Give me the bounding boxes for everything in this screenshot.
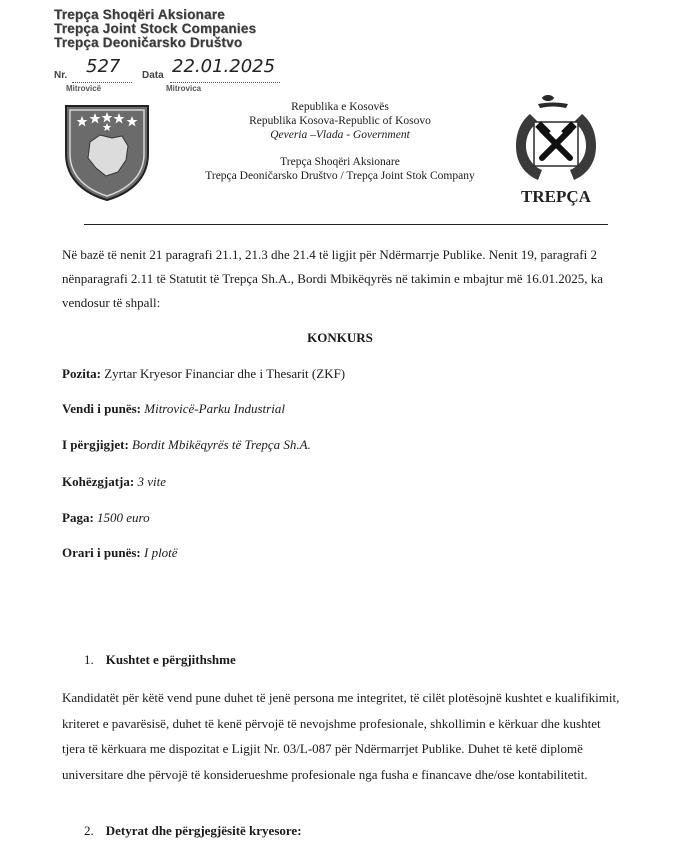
header-line-government: Qeveria –Vlada - Government [270,129,410,142]
field-reports-to [62,437,311,453]
stamp-nr-value: 527 [86,56,121,77]
field-workplace-label: Vendi i punës: [62,401,141,416]
section-2-title: Detyrat dhe përgjegjësitë kryesore: [105,823,302,838]
stamp-sub-left: Mitrovicë [66,84,102,93]
field-duration-label: Kohëzgjatja: [62,474,135,489]
field-salary [62,510,150,526]
stamp-nr-rule [72,82,132,83]
section-1-title: Kushtet e përgjithshme [105,652,236,667]
stamp-line-2: Trepça Joint Stock Companies [54,21,257,36]
document-header [150,100,530,183]
logo-wordmark: TREPÇA [521,187,591,206]
field-duration-value: 3 vite [134,474,166,489]
field-reports-to-label: I përgjigjet: [62,437,129,452]
company-stamp [54,8,256,50]
stamp-line-1: Trepça Shoqëri Aksionare [54,7,225,22]
stamp-date-rule [170,82,280,83]
header-line-republika: Republika e Kosovës [291,101,389,113]
stamp-number-date-row [50,56,350,94]
header-divider [84,224,608,225]
field-schedule [62,545,178,561]
stamp-line-3: Trepça Deoničarsko Društvo [54,35,243,50]
stamp-sub-right: Mitrovica [166,84,202,93]
field-schedule-value: I plotë [140,545,178,560]
stamp-nr-label: Nr. [54,70,68,81]
stamp-date-label: Data [142,70,164,81]
section-1-number: 1. [84,652,94,667]
header-line-company-sq: Trepça Shoqëri Aksionare [280,155,400,168]
intro-paragraph: Në bazë të nenit 21 paragrafi 21.1, 21.3 dhe 21.4 të ligjit për Ndërmarrje Publike. Nenit 19, paragrafi 2 nënparagrafi 2.11 të Statutit të Trepça Sh.A., Bordi Mbikëqyrës në takimin e mbajtur më 16.01.2025, ka vendosur të shpall: [62,247,604,310]
field-schedule-label: Orari i punës: [62,545,141,560]
field-position-value: Zyrtar Kryesor Financiar dhe i Thesarit (ZKF) [100,366,346,381]
document-title: KONKURS [307,330,373,345]
field-workplace [62,401,285,417]
field-duration [62,474,166,490]
trepca-logo-icon [508,92,604,212]
section-1-heading [84,652,236,668]
section-2-heading [84,823,302,839]
field-salary-value: 1500 euro [93,510,150,525]
field-position [62,366,345,382]
field-position-label: Pozita: [62,366,101,381]
stamp-date-value: 22.01.2025 [172,56,276,77]
field-reports-to-value: Bordit Mbikëqyrës të Trepça Sh.A. [128,437,311,452]
kosovo-coat-of-arms-icon [62,102,152,202]
section-1-paragraph: Kandidatët për këtë vend pune duhet të jenë persona me integritet, të cilët plotësojnë kushtet e kualifikimit, kriteret e pavarësisë, duhet të kenë përvojë të nevojshme profesionale, shkollimin e kërkuar dhe kushtet tjera të kërkuara me dispozitat e Ligjit Nr. 03/L-087 për Ndërmarrjet Publike. Duhet të ketë diplomë universitare dhe përvojë të konsiderueshme profesionale nga fusha e financave dhe/ose kontabilitetit. [62,690,620,782]
header-line-republic: Republika Kosova-Republic of Kosovo [249,115,431,128]
header-line-company-multi: Trepça Deoničarsko Društvo / Trepça Joint Stok Company [205,169,475,182]
section-2-number: 2. [84,823,94,838]
field-salary-label: Paga: [62,510,94,525]
field-workplace-value: Mitrovicë-Parku Industrial [141,401,285,416]
